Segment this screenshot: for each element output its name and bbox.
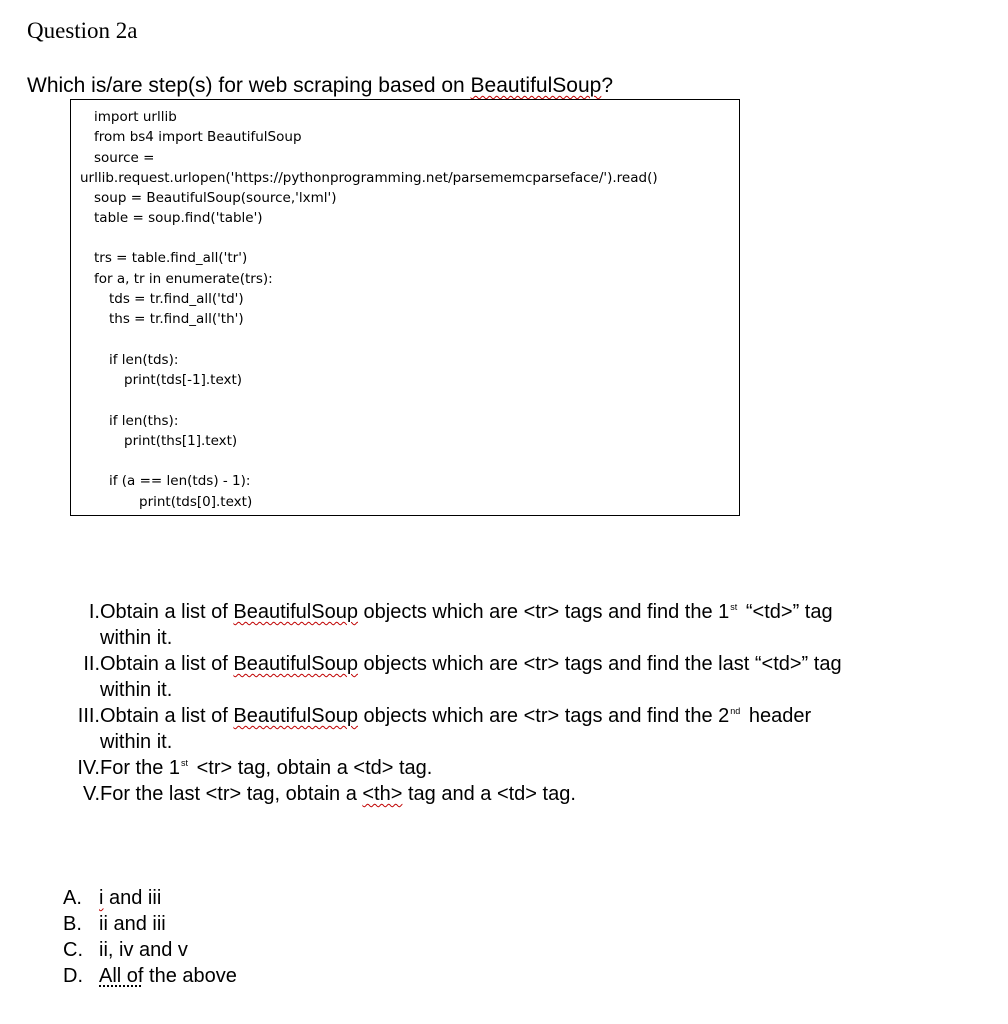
option-letter: C. xyxy=(63,939,83,961)
code-line: if len(tds): xyxy=(109,352,179,368)
statement-iv: IV.For the 1st <tr> tag, obtain a <td> tag. xyxy=(70,757,432,780)
option-letter: D. xyxy=(63,965,83,987)
question-heading: Question 2a xyxy=(27,18,138,43)
code-line: ths = tr.find_all('th') xyxy=(109,311,244,327)
statement-v: V.For the last <tr> tag, obtain a <th> tag and a <td> tag. xyxy=(70,783,576,806)
code-line: if len(ths): xyxy=(109,413,179,429)
statement-iii-continuation: within it. xyxy=(100,731,173,753)
question-text xyxy=(27,74,613,98)
option-a[interactable]: A. i and iii xyxy=(63,887,162,909)
question-prefix: Which is/are step(s) for web scraping based on xyxy=(27,74,471,97)
code-line: from bs4 import BeautifulSoup xyxy=(94,129,302,145)
option-d[interactable]: D. All of the above xyxy=(63,965,237,987)
code-line: for a, tr in enumerate(trs): xyxy=(94,271,273,287)
statement-i-continuation: within it. xyxy=(100,627,173,649)
statement-number: III. xyxy=(77,705,100,727)
code-line: soup = BeautifulSoup(source,'lxml') xyxy=(94,190,337,206)
code-line: source = xyxy=(94,150,155,166)
statement-number: V. xyxy=(82,783,100,805)
statement-ii-continuation: within it. xyxy=(100,679,173,701)
code-line: trs = table.find_all('tr') xyxy=(94,250,248,266)
code-line: print(tds[-1].text) xyxy=(124,372,243,388)
option-letter: B. xyxy=(63,913,82,935)
option-c[interactable]: C. ii, iv and v xyxy=(63,939,188,961)
option-b[interactable]: B. ii and iii xyxy=(63,913,166,935)
question-suffix: ? xyxy=(601,74,614,97)
code-line: tds = tr.find_all('td') xyxy=(109,291,244,307)
statement-ii: II.Obtain a list of BeautifulSoup objects which are <tr> tags and find the last “<td>” tag xyxy=(70,653,842,676)
statement-number: IV. xyxy=(77,757,100,779)
code-line: import urllib xyxy=(94,109,177,125)
option-letter: A. xyxy=(63,887,82,909)
statement-i: I.Obtain a list of BeautifulSoup objects which are <tr> tags and find the 1st “<td>” tag xyxy=(70,601,833,624)
code-line: print(tds[0].text) xyxy=(139,494,253,510)
code-box xyxy=(70,99,740,516)
code-line: print(ths[1].text) xyxy=(124,433,238,449)
code-line: if (a == len(tds) - 1): xyxy=(109,473,251,489)
statement-number: II. xyxy=(83,653,100,675)
question-library: BeautifulSoup xyxy=(470,74,602,97)
code-line: table = soup.find('table') xyxy=(94,210,263,226)
statement-iii: III.Obtain a list of BeautifulSoup objects which are <tr> tags and find the 2nd header xyxy=(70,705,811,728)
code-line: urllib.request.urlopen('https://pythonprogramming.net/parsememcparseface/').read() xyxy=(80,170,658,186)
statement-number: I. xyxy=(88,601,100,623)
